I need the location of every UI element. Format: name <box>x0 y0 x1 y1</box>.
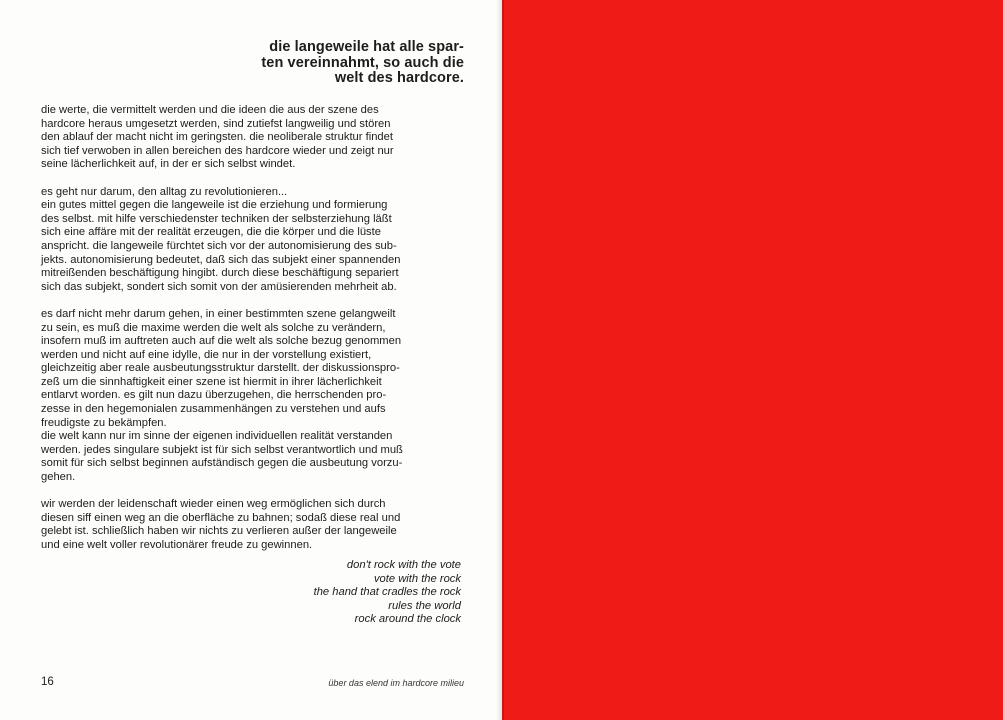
text-line: zeß um die sinnhaftigkeit einer szene ist hiermit in ihrer lächerlichkeit <box>41 375 382 388</box>
text-line: insofern muß im auftreten auch auf die welt als solche bezug genommen <box>41 335 402 348</box>
verse-line: don't rock with the vote <box>346 559 461 571</box>
text-line: den ablauf der macht nicht im geringsten. die neoliberale struktur findet <box>41 131 393 144</box>
text-line: des selbst. mit hilfe verschiedenster techniken der selbsterziehung läßt <box>41 212 392 225</box>
text-line: anspricht. die langeweile fürchtet sich vor der autonomisierung des sub- <box>41 239 397 252</box>
text-line: es darf nicht mehr darum gehen, in einer bestimmten szene gelangweilt <box>41 307 396 320</box>
title-line: die langeweile hat alle spar- <box>269 39 464 55</box>
text-line: die welt kann nur im sinne der eigenen individuellen realität verstanden <box>41 430 393 443</box>
text-line: es geht nur darum, den alltag zu revolutionieren... <box>41 185 288 198</box>
body-text <box>41 104 471 566</box>
verse-line: the hand that cradles the rock <box>313 586 461 599</box>
verse-line: vote with the rock <box>373 572 461 585</box>
text-line: ein gutes mittel gegen die langeweile ist die erziehung und formierung <box>41 199 388 212</box>
paragraph <box>41 498 471 552</box>
title-line: ten vereinnahmt, so auch die <box>261 54 464 71</box>
text-line: die werte, die vermittelt werden und die ideen die aus der szene des <box>41 104 379 116</box>
text-line: werden und nicht auf eine idylle, die nur in der vorstellung existiert, <box>41 348 372 361</box>
text-line: entlarvt worden. es gilt nun dazu überzugehen, die herrschenden pro- <box>41 389 387 402</box>
page-number: 16 <box>41 676 54 688</box>
text-line: zu sein, es muß die maxime werden die welt als solche zu verändern, <box>41 321 386 334</box>
title-line: welt des hardcore. <box>334 70 464 86</box>
text-line: mitreißenden beschäftigung hingibt. durch diese beschäftigung separiert <box>41 267 399 280</box>
verse-line: rules the world <box>388 599 461 612</box>
text-line: sich tief verwoben in allen bereichen des hardcore wieder und zeigt nur <box>41 144 394 157</box>
text-line: werden. jedes singulare subjekt ist für sich selbst verantwortlich und muß <box>41 443 403 456</box>
paragraph <box>41 104 471 172</box>
text-line: diesen siff einen weg an die oberfläche zu bahnen; sodaß diese real und <box>41 511 401 524</box>
text-line: und eine welt voller revolutionärer freude zu gewinnen. <box>41 539 313 551</box>
paragraph <box>41 308 471 485</box>
article-title <box>164 40 464 87</box>
text-line: gleichzeitig aber reale ausbeutungsstruktur darstellt. der diskussionspro- <box>41 362 400 375</box>
text-line: gelebt ist. schließlich haben wir nichts zu verlieren außer der langeweile <box>41 525 397 538</box>
paragraph <box>41 186 471 295</box>
text-line: wir werden der leidenschaft wieder einen weg ermöglichen sich durch <box>41 498 386 511</box>
page-fold <box>496 0 504 720</box>
text-line: zesse in den hegemonialen zusammenhängen zu verstehen und aufs <box>41 403 386 416</box>
text-line: hardcore heraus umgesetzt werden, sind zutiefst langweilig und stören <box>41 117 391 130</box>
text-line: seine lächerlichkeit auf, in der er sich selbst windet. <box>41 158 296 171</box>
text-line: freudigste zu bekämpfen. <box>41 416 167 429</box>
text-line: gehen. <box>41 471 76 484</box>
text-line: jekts. autonomisierung bedeutet, daß sich das subjekt einer spannenden <box>41 253 401 266</box>
closing-verse <box>201 559 461 627</box>
verse-line: rock around the clock <box>354 613 461 626</box>
text-line: sich eine affäre mit der realität erzeugen, die die körper und die lüste <box>41 226 381 239</box>
text-line: somit für sich selbst beginnen aufständisch gegen die ausbeutung vorzu- <box>41 457 403 470</box>
running-footer: über das elend im hardcore milieu <box>328 678 464 688</box>
text-line: sich das subjekt, sondert sich somit von der amüsierenden mehrheit ab. <box>41 280 397 293</box>
right-page-red <box>502 0 1003 720</box>
